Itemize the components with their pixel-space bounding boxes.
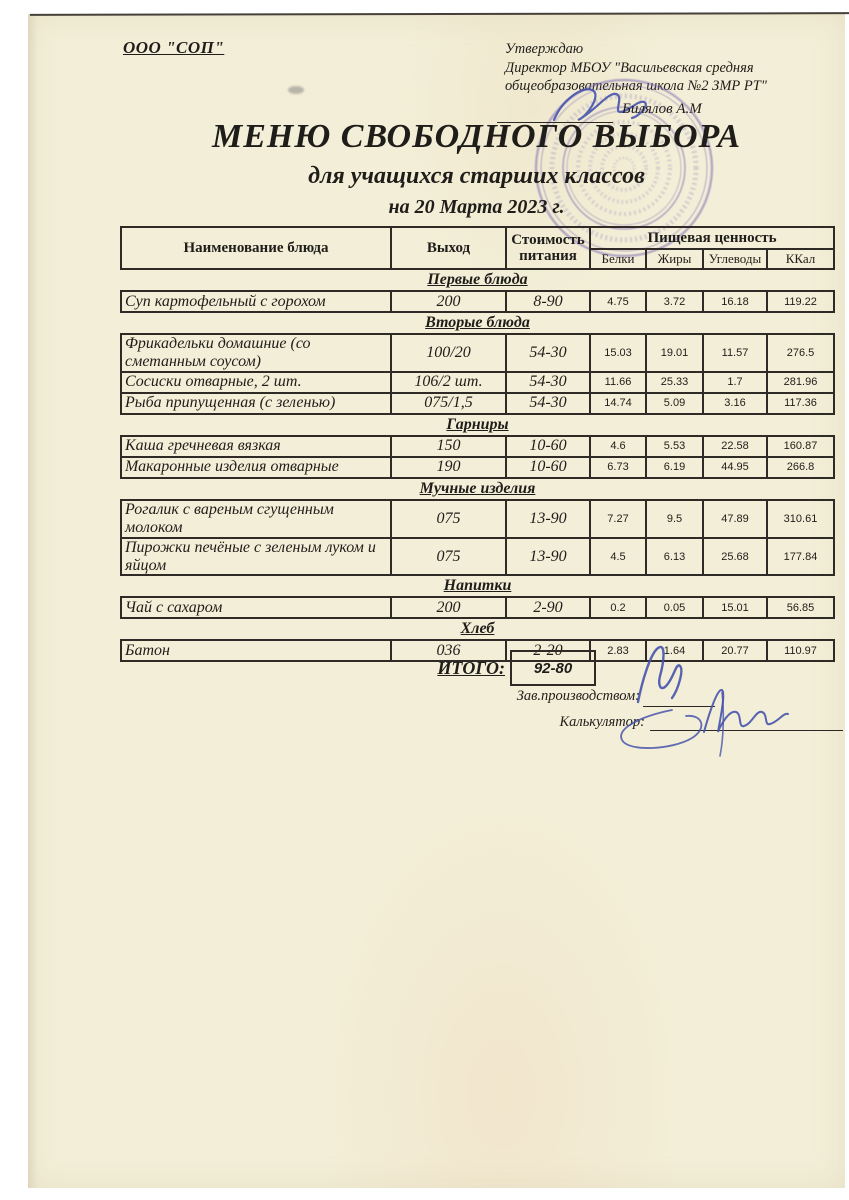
menu-row	[121, 334, 834, 372]
cell-protein: 11.66	[590, 372, 646, 393]
cell-output: 036	[391, 640, 506, 661]
cell-price: 10-60	[506, 457, 590, 478]
section-title: Напитки	[443, 577, 512, 595]
cell-carbs: 16.18	[703, 291, 767, 312]
cell-kcal: 110.97	[767, 640, 834, 661]
cell-fat: 6.19	[646, 457, 703, 478]
column-header-protein: Белки	[590, 249, 646, 269]
approval-line-2: Директор МБОУ "Васильевская средняя	[505, 59, 754, 76]
cell-output: 075/1,5	[391, 393, 506, 414]
document-date: на 20 Марта 2023 г.	[388, 196, 565, 218]
cell-price: 2-90	[506, 597, 590, 618]
section-row	[121, 618, 834, 640]
menu-row	[121, 500, 834, 538]
cell-output: 200	[391, 291, 506, 312]
cell-price: 13-90	[506, 538, 590, 576]
cell-fat: 1.64	[646, 640, 703, 661]
cell-price: 54-30	[506, 334, 590, 372]
cell-carbs: 11.57	[703, 334, 767, 372]
cell-protein: 4.6	[590, 436, 646, 457]
cell-dish-name: Пирожки печёные с зеленым луком и яйцом	[121, 538, 391, 576]
cell-protein: 4.75	[590, 291, 646, 312]
menu-row	[121, 372, 834, 393]
cell-output: 100/20	[391, 334, 506, 372]
menu-row	[121, 538, 834, 576]
menu-row	[121, 457, 834, 478]
cell-kcal: 266.8	[767, 457, 834, 478]
calculator-signature-line	[650, 714, 843, 731]
cell-dish-name: Батон	[121, 640, 391, 661]
cell-protein: 6.73	[590, 457, 646, 478]
cell-protein: 7.27	[590, 500, 646, 538]
cell-protein: 0.2	[590, 597, 646, 618]
cell-kcal: 281.96	[767, 372, 834, 393]
cell-price: 54-30	[506, 393, 590, 414]
cell-output: 106/2 шт.	[391, 372, 506, 393]
cell-carbs: 20.77	[703, 640, 767, 661]
cell-fat: 5.53	[646, 436, 703, 457]
menu-table	[120, 226, 835, 662]
cell-carbs: 22.58	[703, 436, 767, 457]
cell-price: 54-30	[506, 372, 590, 393]
cell-carbs: 1.7	[703, 372, 767, 393]
menu-table-body	[121, 269, 834, 661]
cell-fat: 0.05	[646, 597, 703, 618]
cell-carbs: 3.16	[703, 393, 767, 414]
menu-row	[121, 291, 834, 312]
column-header-carbs: Углеводы	[703, 249, 767, 269]
cell-fat: 25.33	[646, 372, 703, 393]
cell-kcal: 276.5	[767, 334, 834, 372]
cell-dish-name: Рогалик с вареным сгущенным молоком	[121, 500, 391, 538]
column-header-output: Выход	[391, 227, 506, 269]
total-label: ИТОГО:	[437, 658, 505, 678]
section-row	[121, 575, 834, 597]
section-title: Мучные изделия	[419, 479, 536, 497]
total-value: 92-80	[533, 659, 573, 677]
document-title: МЕНЮ СВОБОДНОГО ВЫБОРА	[212, 118, 741, 155]
cell-output: 075	[391, 538, 506, 576]
cell-fat: 19.01	[646, 334, 703, 372]
menu-row	[121, 393, 834, 414]
cell-price: 13-90	[506, 500, 590, 538]
cell-fat: 9.5	[646, 500, 703, 538]
approval-line-1: Утверждаю	[505, 41, 584, 57]
cell-carbs: 25.68	[703, 538, 767, 576]
cell-dish-name: Чай с сахаром	[121, 597, 391, 618]
cell-price: 2-20	[506, 640, 590, 661]
production-manager-label: Зав.производством:	[516, 688, 640, 704]
section-row	[121, 269, 834, 291]
section-title: Гарниры	[446, 415, 509, 433]
cell-carbs: 44.95	[703, 457, 767, 478]
cell-protein: 2.83	[590, 640, 646, 661]
cell-dish-name: Сосиски отварные, 2 шт.	[121, 372, 391, 393]
cell-dish-name: Макаронные изделия отварные	[121, 457, 391, 478]
cell-kcal: 119.22	[767, 291, 834, 312]
section-title: Хлеб	[460, 620, 495, 638]
cell-kcal: 177.84	[767, 538, 834, 576]
cell-kcal: 310.61	[767, 500, 834, 538]
cell-kcal: 117.36	[767, 393, 834, 414]
cell-fat: 3.72	[646, 291, 703, 312]
cell-kcal: 56.85	[767, 597, 834, 618]
menu-row	[121, 436, 834, 457]
section-row	[121, 414, 834, 436]
document-subtitle: для учащихся старших классов	[308, 163, 645, 189]
menu-row	[121, 597, 834, 618]
cell-dish-name: Суп картофельный с горохом	[121, 291, 391, 312]
column-header-nutrition: Пищевая ценность	[590, 227, 834, 249]
calculator-label: Калькулятор:	[559, 714, 645, 730]
approval-line-3: общеобразовательная школа №2 ЗМР РТ"	[505, 78, 767, 95]
cell-carbs: 47.89	[703, 500, 767, 538]
section-row	[121, 312, 834, 334]
paper-smudge	[288, 86, 304, 94]
director-name: Билялов А.М	[622, 101, 702, 117]
cell-fat: 5.09	[646, 393, 703, 414]
column-header-dish-name: Наименование блюда	[121, 227, 391, 269]
cell-dish-name: Рыба припущенная (с зеленью)	[121, 393, 391, 414]
column-header-kcal: ККал	[767, 249, 834, 269]
column-header-fat: Жиры	[646, 249, 703, 269]
organization-name: ООО "СОП"	[123, 38, 225, 57]
cell-kcal: 160.87	[767, 436, 834, 457]
section-title: Вторые блюда	[425, 314, 530, 331]
total-value-box	[510, 650, 596, 686]
cell-protein: 14.74	[590, 393, 646, 414]
production-manager-signature-line	[643, 690, 715, 707]
cell-carbs: 15.01	[703, 597, 767, 618]
cell-output: 200	[391, 597, 506, 618]
cell-dish-name: Фрикадельки домашние (со сметанным соусом)	[121, 334, 391, 372]
column-header-price: Стоимость питания	[506, 227, 590, 269]
cell-protein: 15.03	[590, 334, 646, 372]
cell-output: 075	[391, 500, 506, 538]
cell-dish-name: Каша гречневая вязкая	[121, 436, 391, 457]
cell-fat: 6.13	[646, 538, 703, 576]
cell-price: 8-90	[506, 291, 590, 312]
cell-protein: 4.5	[590, 538, 646, 576]
cell-output: 150	[391, 436, 506, 457]
section-title: Первые блюда	[427, 271, 528, 288]
cell-output: 190	[391, 457, 506, 478]
cell-price: 10-60	[506, 436, 590, 457]
section-row	[121, 478, 834, 500]
